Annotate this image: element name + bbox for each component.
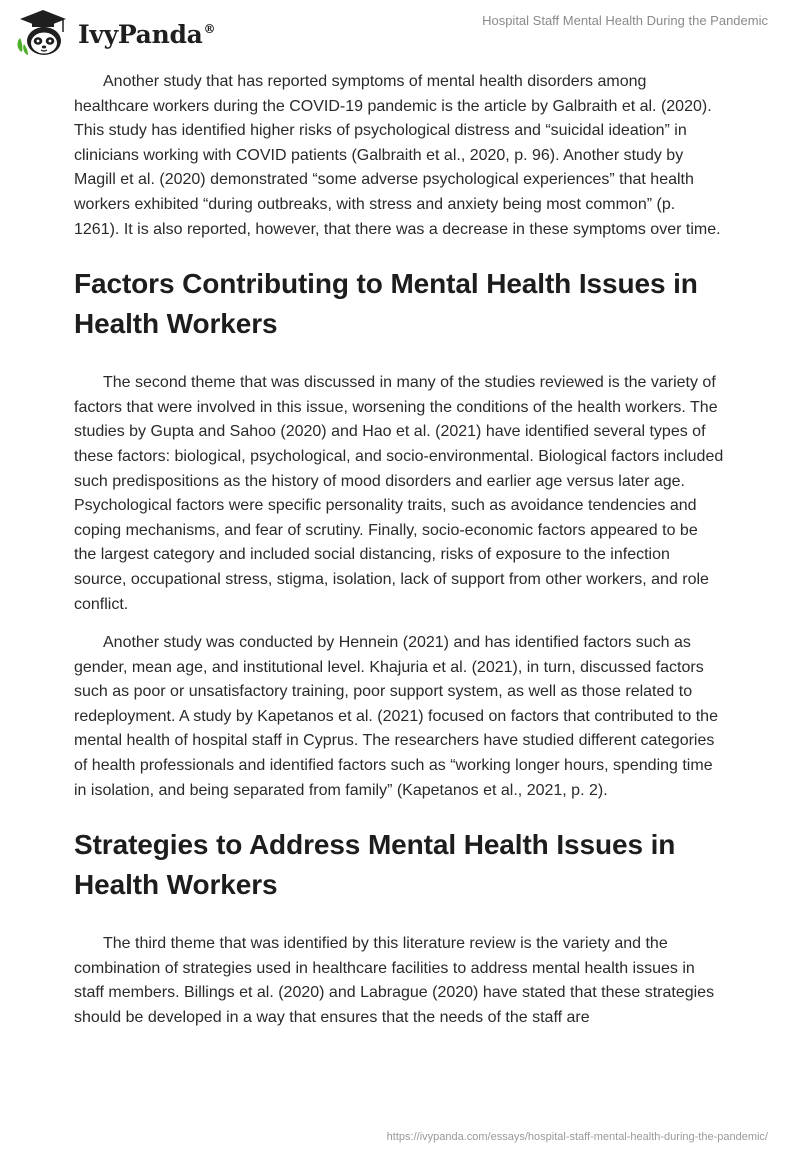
brand-name: IvyPanda® <box>78 19 216 49</box>
essay-body <box>74 70 724 1045</box>
paragraph: The third theme that was identified by this literature review is the variety and the combination of strategies used in healthcare facilities to address mental health issues in staff members. Billings et al. (2020) and Labrague (2020) have stated that these strategies should be developed in a way that ensures that the needs of the staff are <box>74 935 715 1027</box>
page-header <box>0 0 800 72</box>
paragraph: The second theme that was discussed in many of the studies reviewed is the variety of factors that were involved in this issue, worsening the conditions of the health workers. The studies by Gupta and Sahoo (2020) and Hao et al. (2021) have identified several types of these factors: biological, psychological, and socio-environmental. Biological factors included such predispositions as the history of mood disorders and earlier age versus later age. Psychological factors were specific personality traits, such as avoidance tendencies and coping mechanisms, and fear of scrutiny. Finally, socio-economic factors appeared to be the largest category and included social distancing, risks of exposure to the infection source, occupational stress, stigma, isolation, lack of support from other workers, and role conflict. <box>74 374 724 613</box>
document-title: Hospital Staff Mental Health During the Pandemic <box>482 13 768 28</box>
paragraph: Another study that has reported symptoms of mental health disorders among healthcare workers during the COVID-19 pandemic is the article by Galbraith et al. (2020). This study has identified higher risks of psychological distress and “suicidal ideation” in clinicians working with COVID patients (Galbraith et al., 2020, p. 96). Another study by Magill et al. (2020) demonstrated “some adverse psychological experiences” that health workers exhibited “during outbreaks, with stress and anxiety being most common” (p. 1261). It is also reported, however, that there was a decrease in these symptoms over time. <box>74 73 721 238</box>
paragraph: Another study was conducted by Hennein (2021) and has identified factors such as gender, mean age, and institutional level. Khajuria et al. (2021), in turn, discussed factors such as poor or unsatisfactory training, poor support system, as well as those related to redeployment. A study by Kapetanos et al. (2021) focused on factors that contributed to the mental health of hospital staff in Cyprus. The researchers have studied different categories of health professionals and identified factors such as “working longer hours, spending time in isolation, and being separated from family” (Kapetanos et al., 2021, p. 2). <box>74 634 718 799</box>
source-url[interactable]: https://ivypanda.com/essays/hospital-staff-mental-health-during-the-pandemic/ <box>386 1131 768 1143</box>
section-heading: Strategies to Address Mental Health Issues in Health Workers <box>74 829 676 900</box>
brand-logo[interactable] <box>14 8 215 60</box>
section-heading: Factors Contributing to Mental Health Issues in Health Workers <box>74 268 698 339</box>
panda-logo-icon <box>14 8 72 60</box>
